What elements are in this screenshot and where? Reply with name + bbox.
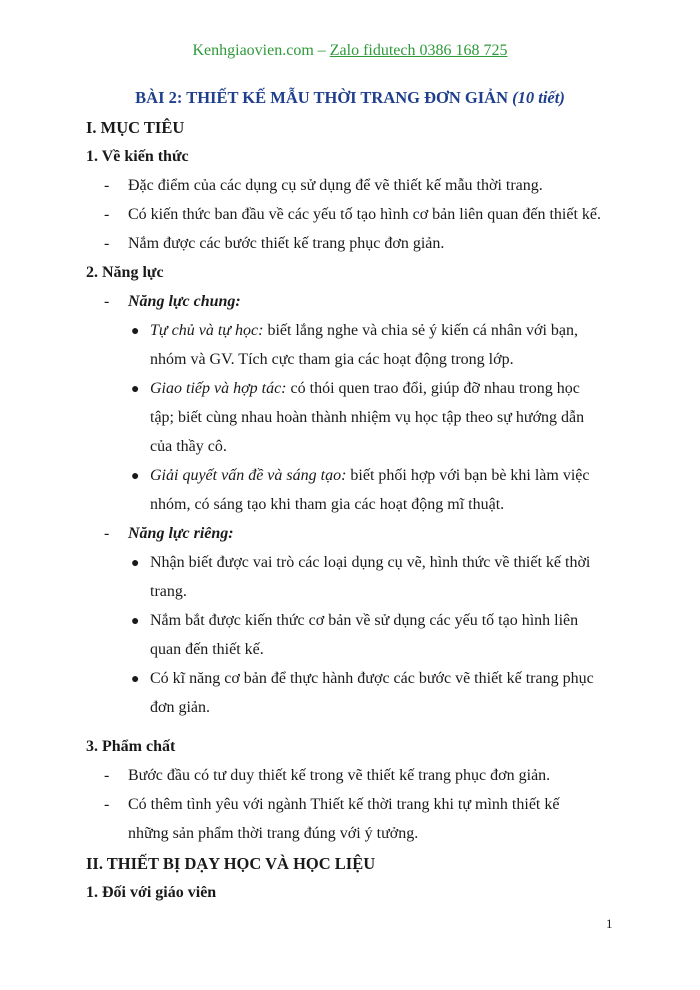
specific-item: Nắm bắt được kiến thức cơ bản về sử dụng các yếu tố tạo hình liên (150, 612, 579, 629)
page-header (0, 42, 700, 60)
dash-marker: - (104, 206, 110, 223)
heading-knowledge: 1. Về kiến thức (86, 148, 189, 165)
bullet-icon: ● (131, 556, 140, 571)
general-item (150, 380, 580, 398)
bullet-icon: ● (131, 672, 140, 687)
knowledge-item: Có kiến thức ban đầu về các yếu tố tạo hình cơ bản liên quan đến thiết kế. (128, 206, 601, 223)
header-separator: – (313, 42, 330, 59)
general-item-label: Tự chủ và tự học: (150, 322, 264, 339)
specific-item-cont: đơn giản. (150, 699, 211, 716)
dash-marker: - (104, 235, 110, 252)
specific-item-cont: quan đến thiết kế. (150, 641, 264, 658)
knowledge-item: Nắm được các bước thiết kế trang phục đơn giản. (128, 235, 445, 252)
specific-item: Có kĩ năng cơ bản để thực hành được các bước vẽ thiết kế trang phục (150, 670, 594, 687)
lesson-title (0, 88, 700, 108)
heading-equipment: II. THIẾT BỊ DẠY HỌC VÀ HỌC LIỆU (86, 854, 376, 873)
knowledge-item: Đặc điểm của các dụng cụ sử dụng để vẽ thiết kế mẫu thời trang. (128, 177, 543, 194)
general-item-cont: nhóm và GV. Tích cực tham gia các hoạt động trong lớp. (150, 351, 514, 368)
dash-marker: - (104, 796, 110, 813)
dash-marker: - (104, 767, 110, 784)
dash-marker: - (104, 293, 110, 310)
quality-item: Có thêm tình yêu với ngành Thiết kế thời trang khi tự mình thiết kế (128, 796, 560, 813)
header-zalo-link[interactable]: Zalo fidutech 0386 168 725 (329, 42, 508, 59)
page-number: 1 (606, 916, 613, 931)
specific-competency-label: Năng lực riêng: (128, 525, 234, 542)
general-item (150, 467, 590, 485)
specific-item: Nhận biết được vai trò các loại dụng cụ vẽ, hình thức về thiết kế thời (150, 554, 591, 571)
heading-objectives: I. MỤC TIÊU (86, 118, 185, 137)
general-item-label: Giải quyết vấn đề và sáng tạo: (150, 467, 347, 484)
bullet-icon: ● (131, 382, 140, 397)
general-item (150, 322, 578, 340)
general-item-label: Giao tiếp và hợp tác: (150, 380, 287, 397)
heading-quality: 3. Phẩm chất (86, 738, 176, 755)
lesson-title-main: BÀI 2: THIẾT KẾ MẪU THỜI TRANG ĐƠN GIẢN (135, 88, 513, 107)
specific-item-cont: trang. (150, 583, 187, 600)
general-item-cont: tập; biết cùng nhau hoàn thành nhiệm vụ học tập theo sự hướng dẫn (150, 409, 585, 426)
general-competency-label: Năng lực chung: (128, 293, 241, 310)
quality-item: Bước đầu có tư duy thiết kế trong vẽ thiết kế trang phục đơn giản. (128, 767, 551, 784)
bullet-icon: ● (131, 614, 140, 629)
quality-item-cont: những sản phẩm thời trang đúng với ý tưởng. (128, 825, 419, 842)
general-item-text: có thói quen trao đổi, giúp đỡ nhau trong học (286, 380, 580, 397)
general-item-text: biết phối hợp với bạn bè khi làm việc (346, 467, 590, 484)
bullet-icon: ● (131, 469, 140, 484)
heading-teacher: 1. Đối với giáo viên (86, 884, 217, 901)
bullet-icon: ● (131, 324, 140, 339)
lesson-title-duration: (10 tiết) (512, 88, 565, 107)
dash-marker: - (104, 525, 110, 542)
heading-competency: 2. Năng lực (86, 264, 164, 281)
general-item-text: biết lắng nghe và chia sẻ ý kiến cá nhân với bạn, (263, 322, 579, 339)
header-site-link[interactable]: Kenhgiaovien.com (192, 42, 314, 59)
general-item-cont: nhóm, có sáng tạo khi tham gia các hoạt động mĩ thuật. (150, 496, 505, 513)
general-item-cont: của thầy cô. (150, 438, 227, 455)
dash-marker: - (104, 177, 110, 194)
